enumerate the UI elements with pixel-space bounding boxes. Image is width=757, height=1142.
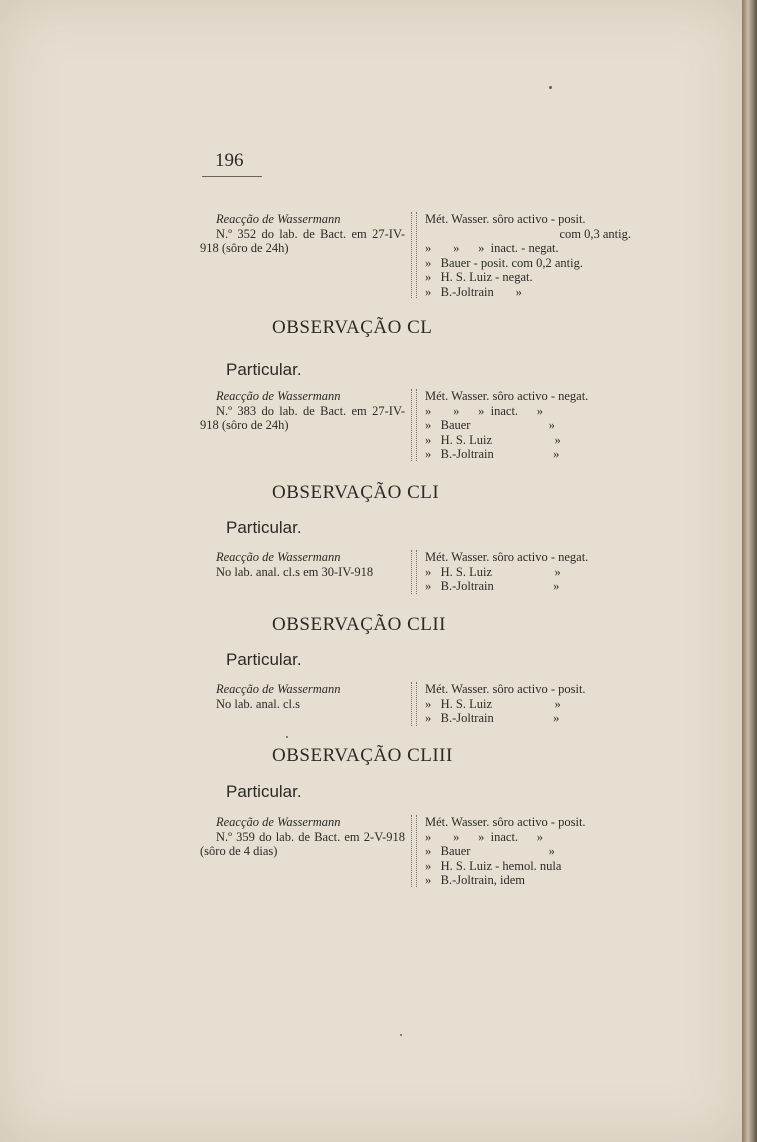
particular-label: Particular. xyxy=(226,650,302,669)
observation-title: OBSERVAÇÃO CLII xyxy=(272,614,447,635)
result-line: Mét. Wasser. sôro activo - posit. xyxy=(425,212,586,226)
reaction-text: N.º 383 do lab. de Bact. em 27-IV-918 (sôro de 24h) xyxy=(200,403,405,433)
results-list xyxy=(425,212,631,300)
result-line: » Bauer - posit. com 0,2 antig. xyxy=(425,255,583,270)
particular-label: Particular. xyxy=(226,518,302,537)
reaction-title: Reacção de Wassermann xyxy=(216,682,341,696)
reaction-title: Reacção de Wassermann xyxy=(216,389,341,403)
observation-title: OBSERVAÇÃO CL xyxy=(272,317,433,338)
results-list xyxy=(425,815,631,888)
particular-label: Particular. xyxy=(226,782,302,801)
result-line: » Bauer » xyxy=(425,844,555,859)
reaction-text: No lab. anal. cl.s em 30-IV-918 xyxy=(216,564,374,579)
result-line: » H. S. Luiz - negat. xyxy=(425,270,533,285)
page-number: 196 xyxy=(215,150,244,171)
paper-speck xyxy=(549,86,552,89)
result-line: » » » inact. » xyxy=(425,403,544,418)
result-line: » B.-Joltrain » xyxy=(425,284,522,299)
result-line: Mét. Wasser. sôro activo - posit. xyxy=(425,682,586,696)
result-line: » B.-Joltrain » xyxy=(425,711,560,726)
result-line: Mét. Wasser. sôro activo - negat. xyxy=(425,550,589,564)
results-list xyxy=(425,550,631,594)
paper-speck xyxy=(286,736,288,738)
page-number-rule xyxy=(202,176,262,177)
observation-title: OBSERVAÇÃO CLIII xyxy=(272,745,453,766)
results-list xyxy=(425,682,631,726)
column-divider xyxy=(411,550,417,594)
book-edge xyxy=(742,0,757,1142)
reaction-description xyxy=(200,389,405,433)
result-line: » B.-Joltrain, idem xyxy=(425,873,525,888)
reaction-text: N.º 352 do lab. de Bact. em 27-IV-918 (sôro de 24h) xyxy=(200,226,405,256)
reaction-text: N.º 359 do lab. de Bact. em 2-V-918 (sôro de 4 dias) xyxy=(200,829,405,859)
column-divider xyxy=(411,212,417,298)
result-line: com 0,3 antig. xyxy=(559,226,631,241)
reaction-title: Reacção de Wassermann xyxy=(216,815,341,829)
observation-title: OBSERVAÇÃO CLI xyxy=(272,482,440,503)
result-line: » » » inact. - negat. xyxy=(425,241,559,256)
result-line: » B.-Joltrain » xyxy=(425,579,560,594)
result-line: » H. S. Luiz » xyxy=(425,564,561,579)
result-line: » H. S. Luiz » xyxy=(425,696,561,711)
result-line: Mét. Wasser. sôro activo - posit. xyxy=(425,815,586,829)
particular-label: Particular. xyxy=(226,360,302,379)
result-line: » H. S. Luiz » xyxy=(425,432,561,447)
column-divider xyxy=(411,815,417,887)
reaction-title: Reacção de Wassermann xyxy=(216,550,341,564)
column-divider xyxy=(411,682,417,726)
reaction-title: Reacção de Wassermann xyxy=(216,212,341,226)
column-divider xyxy=(411,389,417,461)
result-line: Mét. Wasser. sôro activo - negat. xyxy=(425,389,589,403)
paper-speck xyxy=(400,1034,402,1036)
result-line: » » » inact. » xyxy=(425,829,544,844)
results-list xyxy=(425,389,631,462)
reaction-text: No lab. anal. cl.s xyxy=(216,696,301,711)
result-line: » B.-Joltrain » xyxy=(425,447,560,462)
result-line: » Bauer » xyxy=(425,418,555,433)
result-line: » H. S. Luiz - hemol. nula xyxy=(425,858,562,873)
reaction-description xyxy=(200,815,405,859)
reaction-description xyxy=(200,682,405,711)
reaction-description xyxy=(200,550,405,579)
reaction-description xyxy=(200,212,405,256)
